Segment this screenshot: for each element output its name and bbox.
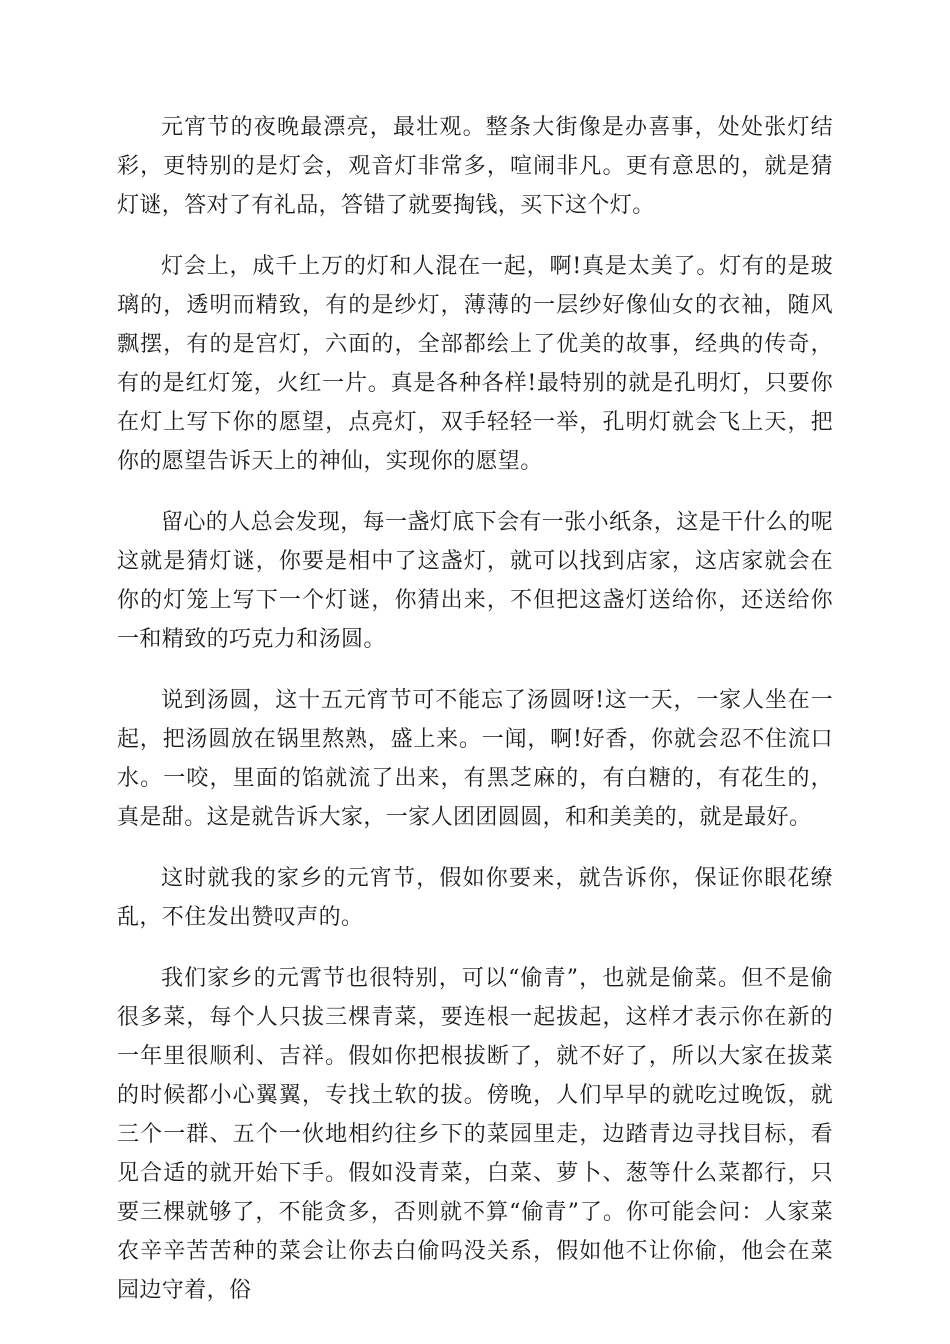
paragraph-tangyuan: 说到汤圆，这十五元宵节可不能忘了汤圆呀!这一天，一家人坐在一起，把汤圆放在锅里熬熟，盛上来。一闻，啊!好香，你就会忍不住流口水。一咬，里面的馅就流了出来，有黑芝麻的，有白糖的，有花生的，真是甜。这是就告诉大家，一家人团团圆圆，和和美美的，就是最好。 [117, 688, 833, 830]
paragraph-touqing: 我们家乡的元霄节也很特别，可以“偷青”，也就是偷菜。但不是偷很多菜，每个人只拔三棵青菜，要连根一起拔起，这样才表示你在新的一年里很顺利、吉祥。假如你把根拔断了，就不好了，所以大家在拔菜的时候都小心翼翼，专找土软的拔。傍晚，人们早早的就吃过晚饭，就三个一群、五个一伙地相约往乡下的菜园里走，边踏青边寻找目标，看见合适的就开始下手。假如没青菜，白菜、萝卜、葱等什么菜都行，只要三棵就够了，不能贪多，否则就不算“偷青”了。你可能会问：人家菜农辛辛苦苦种的菜会让你去白偷吗没关系，假如他不让你偷，他会在菜园边守着，俗 [117, 966, 833, 1303]
paragraph-lantern-night: 元宵节的夜晚最漂亮，最壮观。整条大街像是办喜事，处处张灯结彩，更特别的是灯会，观音灯非常多，喧闹非凡。更有意思的，就是猜灯谜，答对了有礼品，答错了就要掏钱，买下这个灯。 [117, 115, 833, 218]
paragraph-hometown: 这时就我的家乡的元宵节，假如你要来，就告诉你，保证你眼花缭乱，不住发出赞叹声的。 [117, 866, 833, 930]
document-body [117, 108, 833, 1332]
paragraph-riddles: 留心的人总会发现，每一盏灯底下会有一张小纸条，这是干什么的呢这就是猜灯谜，你要是相中了这盏灯，就可以找到店家，这店家就会在你的灯笼上写下一个灯谜，你猜出来，不但把这盏灯送给你，还送给你一和精致的巧克力和汤圆。 [117, 510, 834, 652]
paragraph-lantern-fair: 灯会上，成千上万的灯和人混在一起，啊!真是太美了。灯有的是玻璃的，透明而精致，有的是纱灯，薄薄的一层纱好像仙女的衣袖，随风飘摆，有的是宫灯，六面的，全部都绘上了优美的故事，经典的传奇，有的是红灯笼，火红一片。真是各种各样!最特别的就是孔明灯，只要你在灯上写下你的愿望，点亮灯，双手轻轻一举，孔明灯就会飞上天，把你的愿望告诉天上的神仙，实现你的愿望。 [117, 254, 833, 474]
